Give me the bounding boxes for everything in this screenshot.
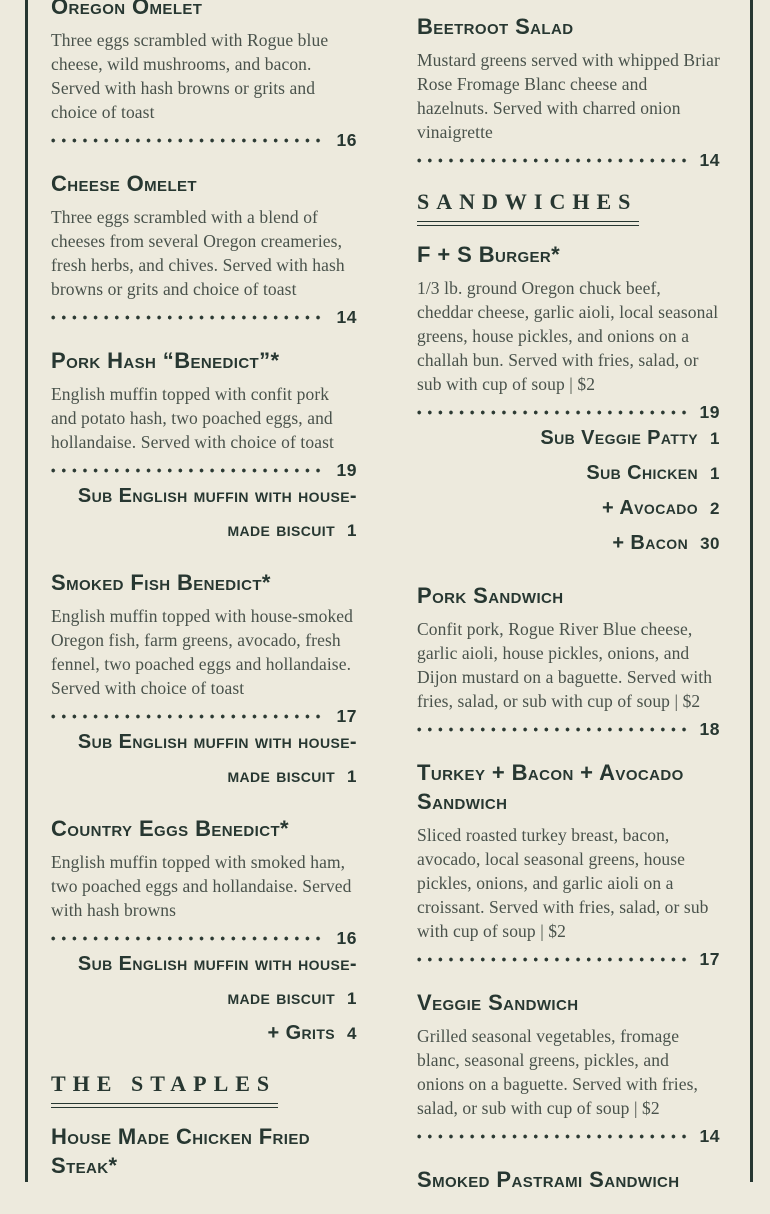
item-description: Three eggs scrambled with Rogue blue cheese, wild mushrooms, and bacon. Served with hash browns or grits and choice of toast <box>51 30 329 122</box>
menu-item-veggie-sandwich <box>417 988 720 1145</box>
item-description: English muffin topped with house-smoked Oregon fish, farm greens, avocado, fresh fennel, two poached eggs and hollandaise. Served with choice of toast <box>51 606 354 698</box>
item-name: F + S Burger* <box>417 242 561 267</box>
menu-item-chicken-fried-steak <box>51 1122 357 1180</box>
section-header-the-staples <box>51 1071 357 1104</box>
item-name: Country Eggs Benedict* <box>51 816 289 841</box>
price-row <box>417 1128 720 1145</box>
dotted-leader <box>51 468 325 473</box>
addon-row <box>417 526 720 561</box>
item-name: House Made Chicken Fried Steak* <box>51 1124 310 1178</box>
menu-item-cheese-omelet <box>51 169 357 326</box>
item-price: 14 <box>336 307 357 327</box>
item-price: 14 <box>699 150 720 170</box>
price-row <box>51 132 357 149</box>
item-name: Oregon Omelet <box>51 0 203 19</box>
left-border-rule <box>25 0 28 1182</box>
item-name: Cheese Omelet <box>51 171 197 196</box>
addon-price: 4 <box>347 1024 357 1043</box>
section-title: THE STAPLES <box>51 1071 278 1104</box>
item-price: 14 <box>699 1126 720 1146</box>
item-price: 17 <box>336 706 357 726</box>
item-name: Beetroot Salad <box>417 14 574 39</box>
right-border-rule <box>750 0 753 1182</box>
menu-item-smoked-pastrami-sandwich <box>417 1165 720 1194</box>
item-description: Sliced roasted turkey breast, bacon, avocado, local seasonal greens, house pickles, onions, and garlic aioli on a croissant. Served with fries, salad, or sub with cup of soup | $2 <box>417 825 709 941</box>
addon-label: Sub English muffin with house-made biscuit <box>77 953 357 1009</box>
addon-price: 1 <box>347 989 357 1008</box>
dotted-leader <box>51 936 325 941</box>
section-header-sandwiches <box>417 189 720 222</box>
price-row <box>51 462 357 479</box>
menu-item-pork-sandwich <box>417 581 720 738</box>
price-row <box>51 930 357 947</box>
dotted-leader <box>417 1134 688 1139</box>
item-name: Veggie Sandwich <box>417 990 579 1015</box>
dotted-leader <box>51 138 325 143</box>
item-price: 16 <box>336 928 357 948</box>
menu-item-turkey-bacon-avocado-sandwich <box>417 758 720 968</box>
addon-row <box>51 947 357 1016</box>
section-title: SANDWICHES <box>417 189 639 222</box>
item-description: English muffin topped with confit pork and potato hash, two poached eggs, and hollandaise. Served with choice of toast <box>51 384 334 452</box>
addon-label: Sub English muffin with house-made biscuit <box>77 485 357 541</box>
item-description: Mustard greens served with whipped Briar Rose Fromage Blanc cheese and hazelnuts. Served with charred onion vinaigrette <box>417 50 720 142</box>
item-name: Pork Hash “Benedict”* <box>51 348 280 373</box>
menu-item-smoked-fish-benedict <box>51 568 357 794</box>
addon-row <box>51 725 357 794</box>
addon-price: 1 <box>710 429 720 448</box>
addon-row <box>417 421 720 456</box>
addon-price: 2 <box>710 499 720 518</box>
addon-row <box>417 491 720 526</box>
item-name: Pork Sandwich <box>417 583 564 608</box>
dotted-leader <box>417 158 688 163</box>
addon-price: 1 <box>710 464 720 483</box>
menu-item-pork-hash-benedict <box>51 346 357 548</box>
item-description: Three eggs scrambled with a blend of cheeses from several Oregon creameries, fresh herbs, and chives. Served with hash browns or grits and choice of toast <box>51 207 345 299</box>
menu-column-left <box>51 0 357 1200</box>
addon-price: 1 <box>347 521 357 540</box>
item-price: 18 <box>699 719 720 739</box>
price-row <box>51 309 357 326</box>
addon-label: + Bacon <box>612 532 689 554</box>
dotted-leader <box>51 714 325 719</box>
dotted-leader <box>51 315 325 320</box>
item-description: English muffin topped with smoked ham, two poached eggs and hollandaise. Served with hash browns <box>51 852 352 920</box>
addon-price: 30 <box>700 534 720 553</box>
item-price: 16 <box>336 130 357 150</box>
price-row <box>417 404 720 421</box>
addon-label: Sub Veggie Patty <box>540 427 699 449</box>
dotted-leader <box>417 957 688 962</box>
price-row <box>417 152 720 169</box>
dotted-leader <box>417 727 688 732</box>
item-description: 1/3 lb. ground Oregon chuck beef, cheddar cheese, garlic aioli, local seasonal greens, house pickles, and onions on a challah bun. Served with fries, salad, or sub with cup of soup | $2 <box>417 278 719 394</box>
item-name: Smoked Pastrami Sandwich <box>417 1167 680 1192</box>
item-price: 17 <box>699 949 720 969</box>
price-row <box>417 721 720 738</box>
item-price: 19 <box>699 402 720 422</box>
menu-item-beetroot-salad <box>417 12 720 169</box>
addon-label: Sub English muffin with house-made biscuit <box>77 731 357 787</box>
dotted-leader <box>417 410 688 415</box>
menu-column-right <box>417 0 720 1214</box>
addon-row <box>417 456 720 491</box>
addon-label: + Grits <box>267 1022 336 1044</box>
menu-item-country-eggs-benedict <box>51 814 357 1051</box>
price-row <box>51 708 357 725</box>
addon-row <box>51 1016 357 1051</box>
item-description: Grilled seasonal vegetables, fromage blanc, seasonal greens, pickles, and onions on a baguette. Served with fries, salad, or sub with cup of soup | $2 <box>417 1026 699 1118</box>
item-price: 19 <box>336 460 357 480</box>
addon-label: Sub Chicken <box>586 462 699 484</box>
item-name: Smoked Fish Benedict* <box>51 570 271 595</box>
item-description: Confit pork, Rogue River Blue cheese, garlic aioli, house pickles, onions, and Dijon mustard on a baguette. Served with fries, salad, or sub with cup of soup | $2 <box>417 619 713 711</box>
addon-price: 1 <box>347 767 357 786</box>
menu-item-oregon-omelet <box>51 0 357 149</box>
addon-row <box>51 479 357 548</box>
addon-label: + Avocado <box>602 497 699 519</box>
price-row <box>417 951 720 968</box>
menu-item-fs-burger <box>417 240 720 561</box>
item-name: Turkey + Bacon + Avocado Sandwich <box>417 760 684 814</box>
